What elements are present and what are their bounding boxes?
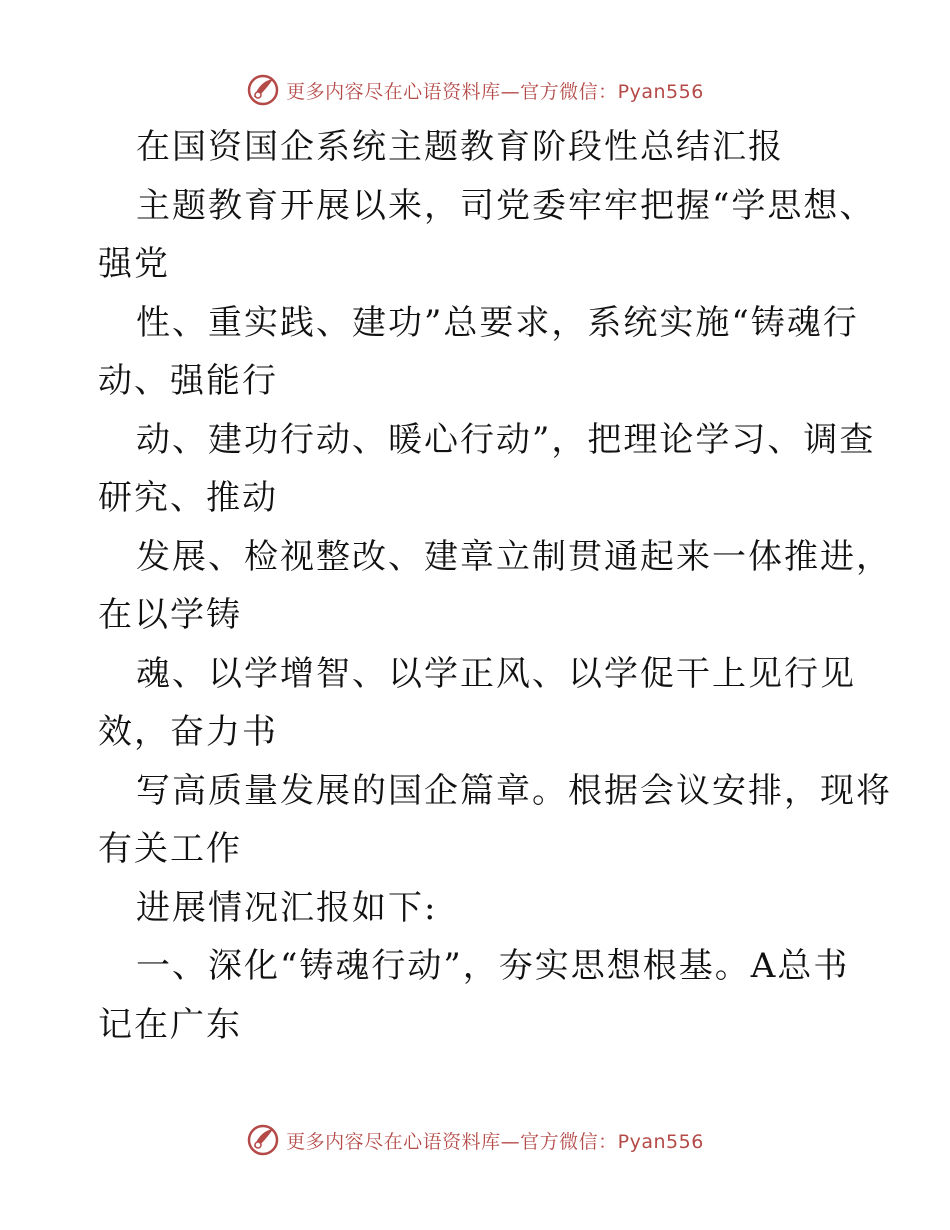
watermark-text: 更多内容尽在心语资料库—官方微信：Pyan556 <box>286 80 704 103</box>
document-body <box>98 118 892 1054</box>
text-line: 进展情况汇报如下: <box>136 887 438 928</box>
logo-icon <box>246 1123 280 1157</box>
text-line: 记在广东 <box>98 1004 242 1045</box>
text-line: 发展、检视整改、建章立制贯通起来一体推进， <box>136 536 892 577</box>
text-line: 在国资国企系统主题教育阶段性总结汇报 <box>136 127 784 167</box>
footer-watermark <box>0 1120 950 1160</box>
text-line: 写高质量发展的国企篇章。根据会议安排，现将 <box>136 770 892 811</box>
text-line: 主题教育开展以来，司党委牢牢把握“学思想、 <box>136 185 876 226</box>
watermark-text: 更多内容尽在心语资料库—官方微信：Pyan556 <box>286 1130 704 1153</box>
text-line: 魂、以学增智、以学正风、以学促干上见行见 <box>136 653 856 694</box>
logo-icon <box>246 73 280 107</box>
text-line: 有关工作 <box>98 829 242 869</box>
text-line: 动、强能行 <box>98 361 278 401</box>
header-watermark <box>0 70 950 110</box>
text-line: 性、重实践、建功”总要求，系统实施“铸魂行 <box>136 302 859 343</box>
text-line: 在以学铸 <box>98 595 242 635</box>
text-line: 强党 <box>98 244 170 284</box>
text-line: 研究、推动 <box>98 478 278 518</box>
text-line: 一、深化“铸魂行动”，夯实思想根基。A总书 <box>136 946 850 986</box>
text-line: 效，奋力书 <box>98 712 278 752</box>
text-line: 动、建功行动、暖心行动”，把理论学习、调查 <box>136 419 876 460</box>
